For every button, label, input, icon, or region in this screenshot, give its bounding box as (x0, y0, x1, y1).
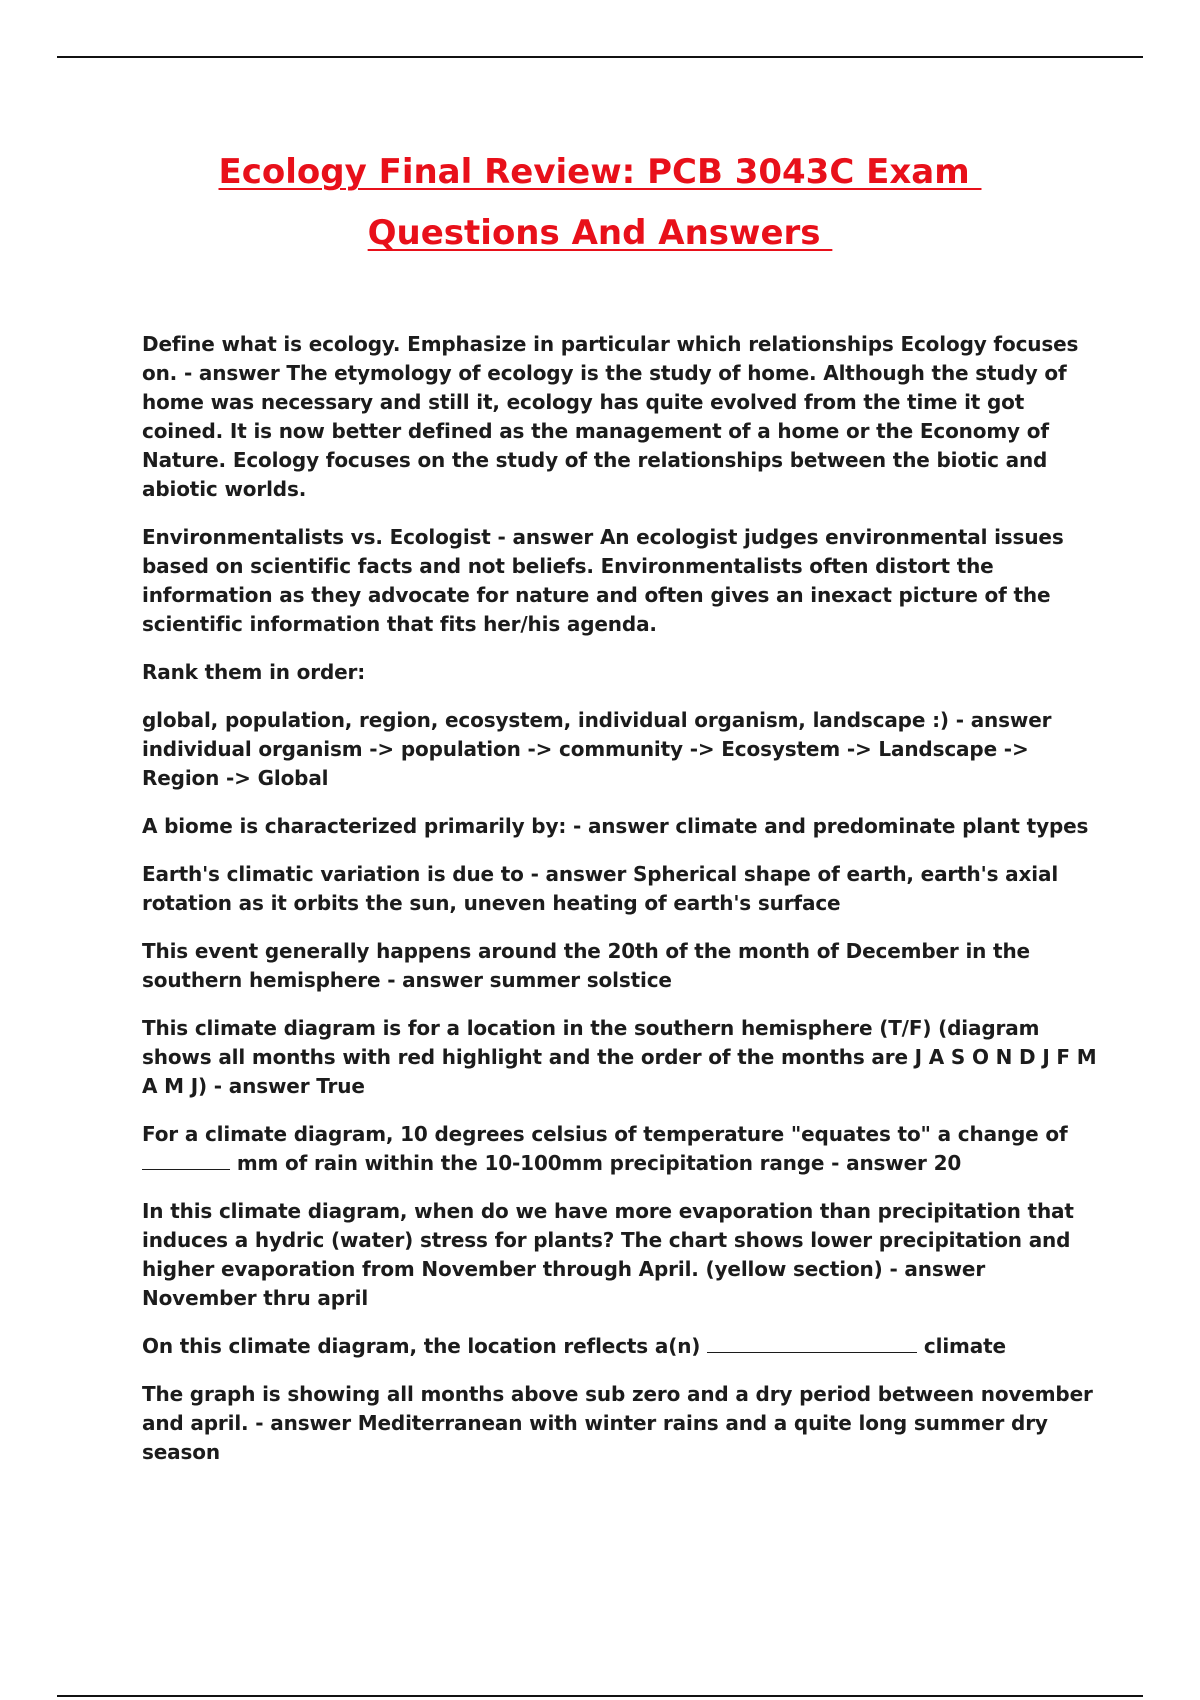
qa-item-environmentalists: Environmentalists vs. Ecologist - answer An ecologist judges environmental issues based on scientific facts and not beliefs. Environmentalists often distort the information as they advocate for nature and often gives an inexact picture of the scientific information that fits her/his agenda. (142, 525, 1064, 636)
fill-in-blank (142, 1149, 230, 1170)
qa-item-climatic-variation: Earth's climatic variation is due to - answer Spherical shape of earth, earth's axial rotation as it orbits the sun, uneven heating of earth's surface (142, 862, 1059, 915)
qa-item-mediterranean: The graph is showing all months above sub zero and a dry period between november and april. - answer Mediterranean with winter rains and a quite long summer dry season (142, 1382, 1093, 1464)
bottom-rule (57, 1695, 1143, 1697)
qa-item-define-ecology: Define what is ecology. Emphasize in particular which relationships Ecology focuses on. - answer The etymology of ecology is the study of home. Although the study of home was necessary and still it, ecology has quite evolved from the time it got coined. It is now better defined as the management of a home or the Economy of Nature. Ecology focuses on the study of the relationships between the biotic and abiotic worlds. (142, 332, 1079, 501)
qa-item-evaporation: In this climate diagram, when do we have more evaporation than precipitation that induces a hydric (water) stress for plants? The chart shows lower precipitation and higher evaporation from November through April. (yellow section) - answer November thru april (142, 1199, 1074, 1310)
qa-item-celsius-rain (142, 1120, 1102, 1178)
top-rule (57, 56, 1143, 58)
title-line-1: Ecology Final Review: PCB 3043C Exam (218, 152, 982, 192)
qa-list (142, 330, 1102, 1486)
fill-in-blank (707, 1332, 917, 1353)
qa-item-climate-type (142, 1332, 1102, 1361)
qa-item-solstice: This event generally happens around the 20th of the month of December in the southern hemisphere - answer summer solstice (142, 939, 1030, 992)
qa-text-before-blank: On this climate diagram, the location reflects a(n) (142, 1334, 708, 1358)
qa-item-southern-hemisphere: This climate diagram is for a location in the southern hemisphere (T/F) (diagram shows all months with red highlight and the order of the months are J A S O N D J F M A M J) - answer True (142, 1016, 1097, 1098)
qa-item-rank-order: global, population, region, ecosystem, individual organism, landscape :) - answer individual organism -> population -> community -> Ecosystem -> Landscape -> Region -> Global (142, 708, 1052, 790)
qa-text-after-blank: mm of rain within the 10-100mm precipitation range - answer 20 (230, 1151, 962, 1175)
qa-item-biome: A biome is characterized primarily by: - answer climate and predominate plant types (142, 814, 1089, 838)
document-title (0, 142, 1200, 264)
qa-item-rank-heading: Rank them in order: (142, 660, 366, 684)
qa-text-after-blank: climate (917, 1334, 1006, 1358)
qa-text-before-blank: For a climate diagram, 10 degrees celsius of temperature "equates to" a change of (142, 1122, 1068, 1146)
title-line-2: Questions And Answers (367, 213, 833, 253)
